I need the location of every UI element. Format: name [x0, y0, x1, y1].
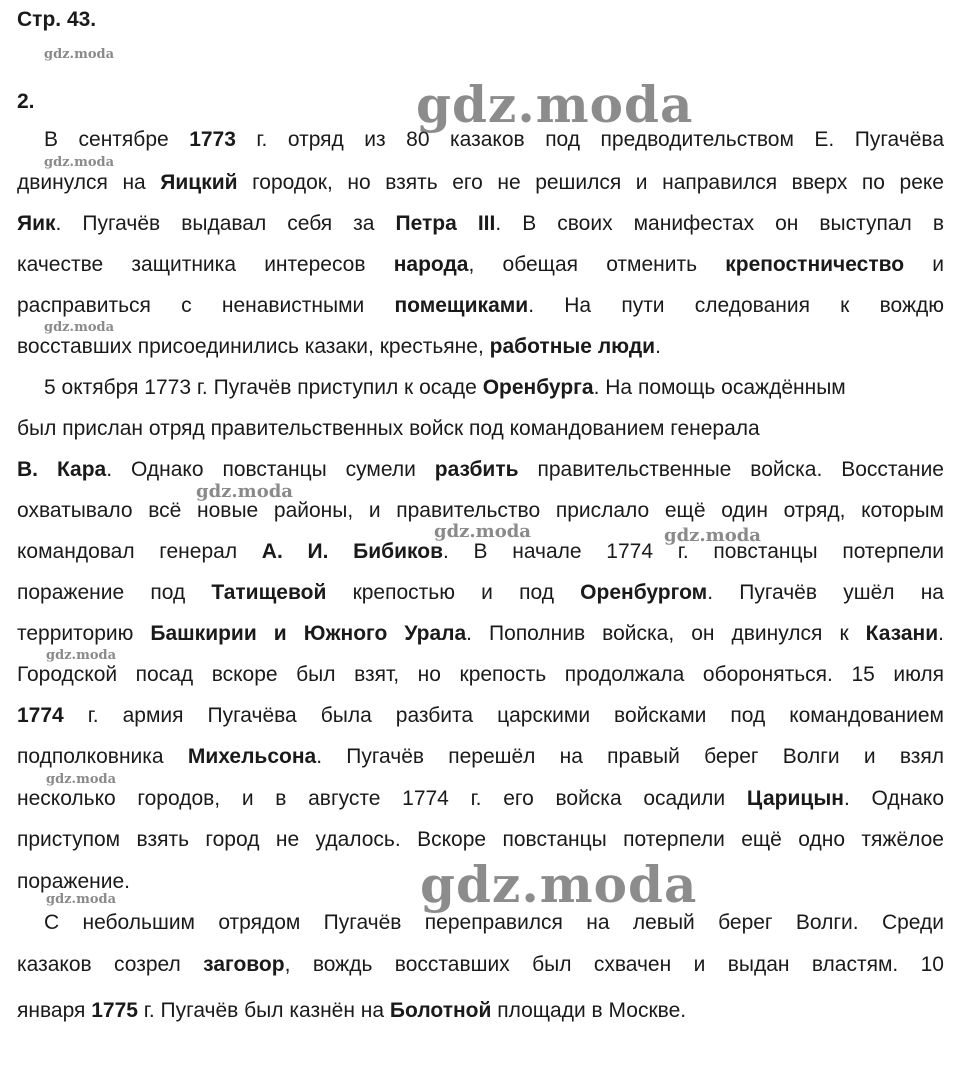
- text-line: охватывало всё новые районы, и правительство прислало ещё один отряд, которым: [17, 499, 944, 522]
- text-line: Яик. Пугачёв выдавал себя за Петра III. В своих манифестах он выступал в: [17, 212, 944, 235]
- watermark: gdz.moda: [46, 648, 117, 663]
- bold-term: разбить: [434, 458, 519, 481]
- bold-term: народа: [393, 253, 469, 276]
- watermark: gdz.moda: [664, 525, 761, 546]
- text-line: территорию Башкирии и Южного Урала. Пополнив войска, он двинулся к Казани.: [17, 622, 944, 645]
- bold-term: помещиками: [394, 294, 529, 317]
- text-line: Городской посад вскоре был взят, но крепость продолжала обороняться. 15 июля: [17, 663, 944, 686]
- text-line: В сентябре 1773 г. отряд из 80 казаков под предводительством Е. Пугачёва: [44, 128, 944, 151]
- bold-term: В. Кара: [17, 458, 107, 481]
- watermark: gdz.moda: [44, 47, 115, 62]
- bold-term: Башкирии и Южного Урала: [150, 622, 467, 645]
- text-line: командовал генерал А. И. Бибиков. В начале 1774 г. повстанцы потерпели: [17, 540, 944, 563]
- text-line: качестве защитника интересов народа, обещая отменить крепостничество и: [17, 253, 944, 276]
- text-line: был прислан отряд правительственных войск под командованием генерала: [17, 417, 760, 440]
- watermark: gdz.moda: [46, 772, 117, 787]
- text-line: двинулся на Яицкий городок, но взять его не решился и направился вверх по реке: [17, 171, 944, 194]
- text-line: января 1775 г. Пугачёв был казнён на Болотной площади в Москве.: [17, 999, 687, 1022]
- bold-term: Яик: [17, 212, 56, 235]
- page-header: Стр. 43.: [17, 8, 97, 31]
- text-line: 1774 г. армия Пугачёва была разбита царскими войсками под командованием: [17, 704, 944, 727]
- watermark: gdz.moda: [46, 892, 117, 907]
- task-number: 2.: [17, 90, 35, 113]
- text-line: расправиться с ненавистными помещиками. На пути следования к вождю: [17, 294, 944, 317]
- text-line: поражение под Татищевой крепостью и под Оренбургом. Пугачёв ушёл на: [17, 581, 944, 604]
- text-line: поражение.: [17, 870, 130, 893]
- text-line: восставших присоединились казаки, крестьяне, работные люди.: [17, 335, 661, 358]
- watermark: gdz.moda: [434, 521, 531, 542]
- bold-term: Оренбурга: [482, 376, 594, 399]
- bold-term: заговор: [203, 953, 285, 976]
- bold-term: Яицкий: [160, 171, 238, 194]
- watermark: gdz.moda: [196, 481, 293, 502]
- text-line: казаков созрел заговор, вождь восставших был схвачен и выдан властям. 10: [17, 953, 944, 976]
- text-line: приступом взять город не удалось. Вскоре повстанцы потерпели ещё одно тяжёлое: [17, 828, 944, 851]
- watermark: gdz.moda: [44, 320, 115, 335]
- bold-term: работные люди: [489, 335, 656, 358]
- text-line: 5 октября 1773 г. Пугачёв приступил к осаде Оренбурга. На помощь осаждённым: [44, 376, 846, 399]
- text-line: В. Кара. Однако повстанцы сумели разбить правительственные войска. Восстание: [17, 458, 944, 481]
- bold-term: Михельсона: [187, 745, 317, 768]
- text-line: несколько городов, и в августе 1774 г. его войска осадили Царицын. Однако: [17, 787, 944, 810]
- text-line: подполковника Михельсона. Пугачёв перешёл на правый берег Волги и взял: [17, 745, 944, 768]
- bold-term: 1775: [91, 999, 138, 1022]
- watermark-large: gdz.moda: [420, 855, 698, 914]
- bold-term: крепостничество: [725, 253, 905, 276]
- bold-term: Оренбургом: [580, 581, 708, 604]
- text-line: С небольшим отрядом Пугачёв переправился на левый берег Волги. Среди: [44, 911, 944, 934]
- bold-term: Петра III: [395, 212, 496, 235]
- bold-term: А. И. Бибиков: [261, 540, 443, 563]
- bold-term: Царицын: [746, 787, 844, 810]
- bold-term: Казани: [865, 622, 939, 645]
- bold-term: Татищевой: [211, 581, 327, 604]
- bold-term: 1773: [189, 128, 236, 151]
- watermark: gdz.moda: [44, 155, 115, 170]
- bold-term: Болотной: [389, 999, 492, 1022]
- bold-term: 1774: [17, 704, 64, 727]
- watermark-large: gdz.moda: [416, 75, 694, 134]
